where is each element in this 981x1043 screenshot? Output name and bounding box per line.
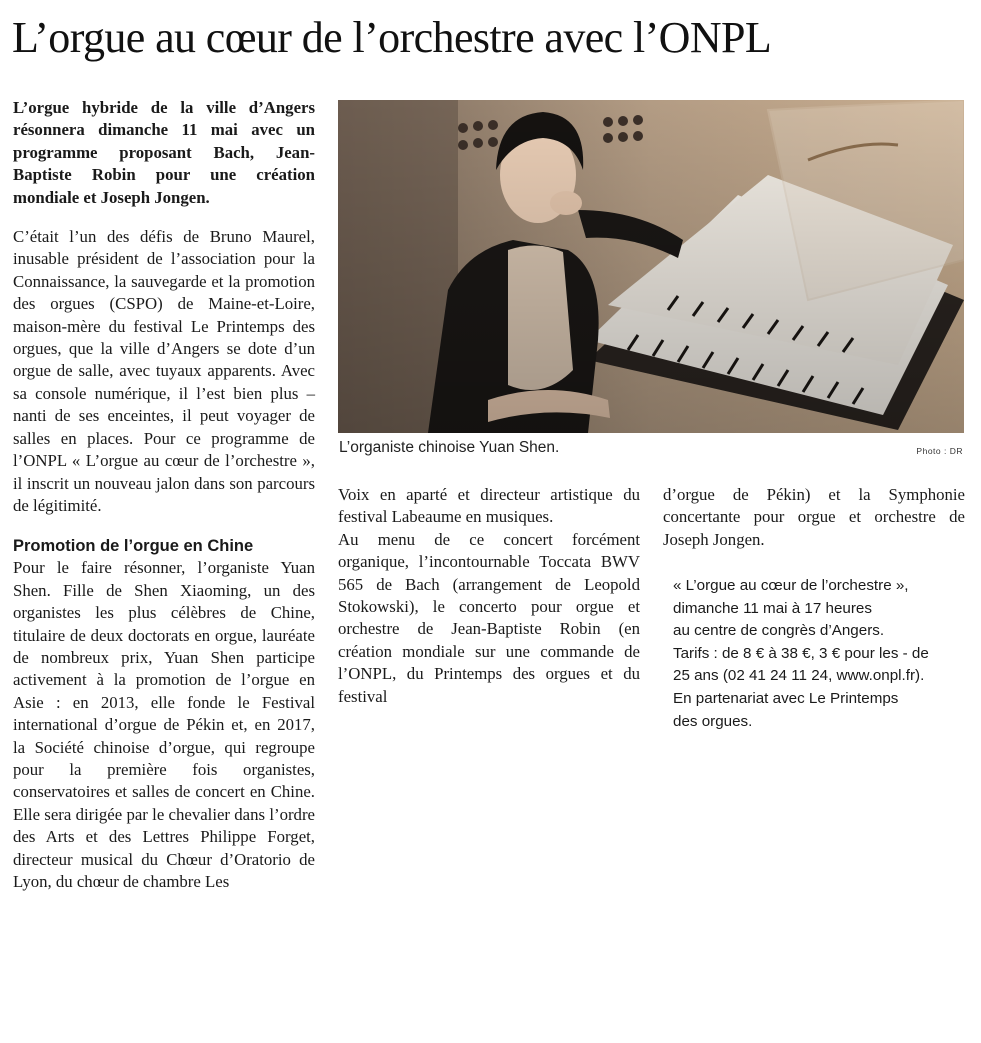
concert-info-box bbox=[673, 575, 973, 733]
article-paragraph-jongen: d’orgue de Pékin) et la Symphonie concertante pour orgue et orchestre de Joseph Jongen. bbox=[663, 485, 965, 549]
article-lead: L’orgue hybride de la ville d’Angers résonnera dimanche 11 mai avec un programme proposant Bach, Jean-Baptiste Robin pour une création mondiale et Joseph Jongen. bbox=[13, 98, 315, 207]
article-subheading: Promotion de l’orgue en Chine bbox=[13, 537, 254, 556]
article-column-3 bbox=[663, 484, 965, 551]
article-paragraph-yuan-shen: Pour le faire résonner, l’organiste Yuan Shen. Fille de Shen Xiaoming, un des organistes les plus célèbres de Chine, titulaire de deux doctorats en orgue, lauréate de nombreux prix, Yuan Shen participe activement à la promotion de l’orgue en Asie : en 2013, elle fonde le Festival international d’orgue de Pékin et, en 2017, la Société chinoise d’orgue, qui regroupe pour la première fois organistes, conservatoires et salles de concert en Chine. Elle sera dirigée par le chevalier dans l’ordre des Arts et des Lettres Philippe Forget, directeur musical du Chœur d’Oratorio de Lyon, du chœur de chambre Les bbox=[13, 558, 315, 891]
info-line-date: dimanche 11 mai à 17 heures bbox=[673, 599, 872, 617]
info-line-venue: au centre de congrès d’Angers. bbox=[673, 622, 885, 640]
photo-caption: L’organiste chinoise Yuan Shen. bbox=[339, 439, 560, 456]
info-line-title: « L’orgue au cœur de l’orchestre », bbox=[673, 577, 909, 594]
photo-credit: Photo : DR bbox=[916, 446, 963, 456]
article-paragraph-les-voix: Voix en aparté et directeur artistique du festival Labeaume en musiques. bbox=[338, 485, 640, 527]
organist-photo bbox=[338, 100, 964, 433]
info-line-prices: Tarifs : de 8 € à 38 €, 3 € pour les - de bbox=[673, 644, 929, 662]
article-paragraph-intro: C’était l’un des défis de Bruno Maurel, inusable président de l’association pour la Connaissance, la sauvegarde et la promotion des orgues (CSPO) de Maine-et-Loire, maison-mère du festival Le Printemps des orgues, que la ville d’Angers se dote d’un orgue de salle, avec tuyaux apparents. Avec sa console numérique, il l’est bien plus – nanti de ses enceintes, il peut voyager de salles en places. Pour ce programme de l’ONPL « L’orgue au cœur de l’orchestre », il inscrit un nouveau jalon dans son parcours de légitimité. bbox=[13, 227, 315, 515]
info-line-contact: 25 ans (02 41 24 11 24, www.onpl.fr). bbox=[673, 667, 925, 685]
article-title: L’orgue au cœur de l’orchestre avec l’ONPL bbox=[12, 13, 772, 62]
article-paragraph-programme: Au menu de ce concert forcément organique, l’incontournable Toccata BWV 565 de Bach (arrangement de Leopold Stokowski), le concerto pour orgue et orchestre de Jean-Baptiste Robin (en création mondiale sur une commande de l’ONPL, du Printemps des orgues et du festival bbox=[338, 529, 640, 706]
article-column-1 bbox=[13, 97, 315, 893]
info-line-partner: En partenariat avec Le Printemps bbox=[673, 689, 899, 707]
info-line-partner-end: des orgues. bbox=[673, 712, 753, 730]
article-column-2 bbox=[338, 484, 640, 708]
